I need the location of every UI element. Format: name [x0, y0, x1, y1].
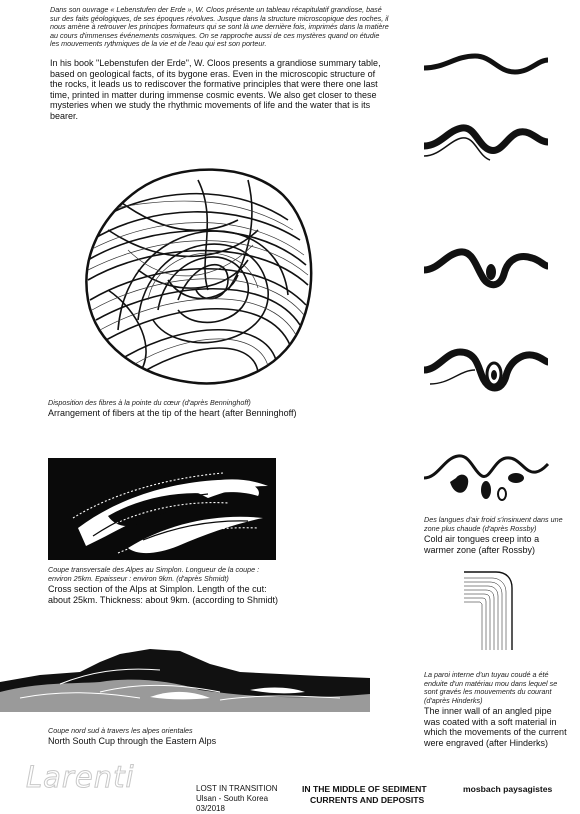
rossby-wave-stage-5 [420, 438, 552, 508]
project-name: LOST IN TRANSITION [196, 784, 278, 793]
eastern-alps-caption-english: North South Cup through the Eastern Alps [48, 736, 217, 746]
heart-caption-french: Disposition des fibres à la pointe du cœur (d'après Benninghoff) [48, 398, 251, 407]
project-date: 03/2018 [196, 804, 225, 813]
rossby-caption-english: Cold air tongues creep into a warmer zone (after Rossby) [424, 534, 540, 555]
eastern-alps-caption-french: Coupe nord sud à travers les alpes orientales [48, 726, 193, 735]
pipe-caption-french: La paroi interne d'un tuyau coudé a été enduite d'un matériau mou dans lequel se sont gravés les mouvements du courant (d'après Hinderks) [424, 670, 558, 705]
project-location: Ulsan - South Korea [196, 794, 269, 803]
angled-pipe-illustration [462, 568, 522, 652]
intro-text-english: In his book "Lebenstufen der Erde", W. Cloos presents a grandiose summary table, based on geological facts, of its bygone eras. Even in the microscopic structure of the rocks, it leads us to rediscover the formative principles that were there one last time, printed in matter during immense cosmic events. We also get closer to these mysteries when we study the rhythmic movements of life and the water that is its bearer. [50, 58, 381, 121]
rossby-wave-stage-1 [420, 46, 552, 86]
firm-name: mosbach paysagistes [463, 784, 553, 794]
pipe-caption-english: The inner wall of an angled pipe was coated with a soft material in which the movements of the current were engraved (after Hinderks) [424, 706, 567, 748]
heart-caption-english: Arrangement of fibers at the tip of the heart (after Benninghoff) [48, 408, 297, 418]
alps-caption-french: Coupe transversale des Alpes au Simplon. Longueur de la coupe : environ 25km. Epaisseur : environ 9km. (d'après Shmidt) [48, 565, 260, 583]
rossby-wave-stage-2 [420, 116, 552, 166]
intro-text-french: Dans son ouvrage « Lebenstufen der Erde », W. Cloos présente un tableau récapitulatif grandiose, basé sur des faits géologiques, de ses époques révolues. Jusque dans la structure microscopique des roches, il nous amène à retrouver les principes formateurs qui se sont là une dernière fois, imprimés dans la matière au cours d'immenses événements cosmiques. On se rapproche aussi de ces mystères quand on étudie les mouvements rythmiques de la vie et de l'eau qui est son porteur. [50, 5, 389, 49]
board-title-line-1: IN THE MIDDLE OF SEDIMENT [302, 784, 427, 794]
alps-caption-english: Cross section of the Alps at Simplon. Length of the cut: about 25km. Thickness: about 9km. (according to Shmidt) [48, 584, 278, 605]
rossby-caption-french: Des langues d'air froid s'insinuent dans une zone plus chaude (d'après Rossby) [424, 515, 563, 533]
heart-fibers-illustration [78, 160, 316, 392]
rossby-wave-stage-4 [420, 340, 552, 400]
eastern-alps-section-illustration [0, 642, 370, 712]
rossby-wave-stage-3 [420, 236, 552, 296]
alps-cross-section-illustration [48, 458, 276, 560]
board-title-line-2: CURRENTS AND DEPOSITS [310, 795, 425, 805]
larenti-logo: Larenti [26, 760, 135, 794]
